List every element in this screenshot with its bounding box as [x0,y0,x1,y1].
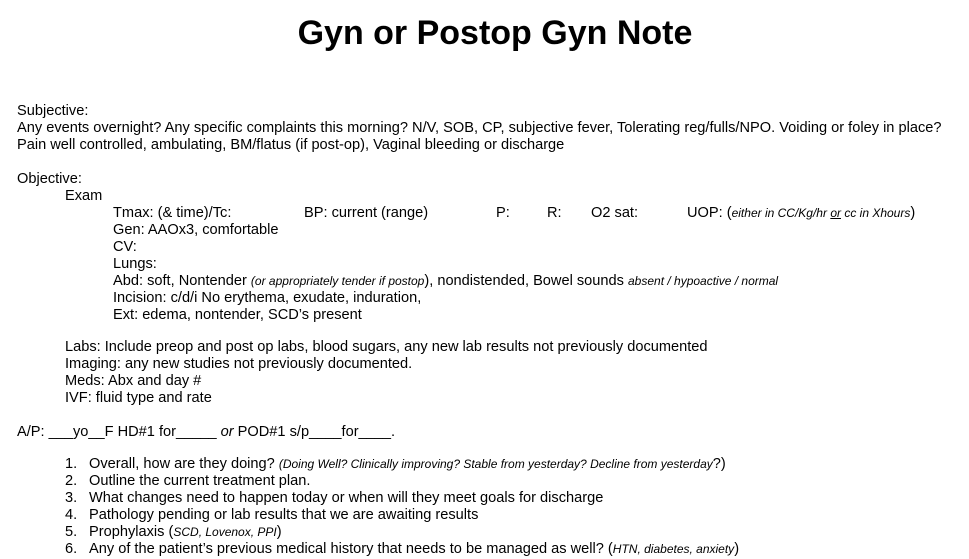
plan-item-3-number: 3. [65,490,78,506]
exam-heading: Exam [65,188,103,204]
plan-item-1-text: Overall, how are they doing? [89,456,279,472]
labs-line: Labs: Include preop and post op labs, blood sugars, any new lab results not previously documented [65,339,708,355]
exam-incision: Incision: c/d/i No erythema, exudate, induration, [113,290,422,306]
plan-item-1-note: (Doing Well? Clinically improving? Stable from yesterday? Decline from yesterday [278,457,713,471]
vitals-uop [687,205,915,222]
plan-item-4 [89,507,478,524]
vitals-tmax: Tmax: (& time)/Tc: [113,205,232,221]
imaging-line: Imaging: any new studies not previously documented. [65,356,413,372]
plan-item-3-text: What changes need to happen today or when will they meet goals for discharge [89,490,604,506]
plan-item-6-after: ) [734,541,740,557]
vitals-resp: R: [547,205,562,221]
plan-item-5-note: SCD, Lovenox, PPI [173,525,277,539]
abd-part-1: Abd: soft, Nontender [113,273,251,289]
exam-ext: Ext: edema, nontender, SCD’s present [113,307,362,323]
plan-item-6-number: 6. [65,541,78,557]
abd-part-2: ), nondistended, Bowel sounds [424,273,628,289]
ap-or: or [220,424,234,440]
plan-item-1 [89,456,726,473]
vitals-bp: BP: current (range) [304,205,429,221]
plan-item-1-number: 1. [65,456,78,472]
plan-item-5-text: Prophylaxis ( [89,524,174,540]
plan-item-6-note: HTN, diabetes, anxiety [612,542,735,556]
uop-note-1: either in CC/Kg/hr [731,206,831,220]
plan-item-2-text: Outline the current treatment plan. [89,473,311,489]
exam-cv: CV: [113,239,137,255]
ap-part-2: POD#1 s/p____for____. [233,424,396,440]
plan-item-5-number: 5. [65,524,78,540]
subjective-line-1: Any events overnight? Any specific complaints this morning? N/V, SOB, CP, subjective fever, Tolerating reg/fulls/NPO. Voiding or foley in place? [17,120,942,136]
exam-lungs: Lungs: [113,256,157,272]
vitals-pulse: P: [496,205,510,221]
plan-item-5 [89,524,282,541]
subjective-line-2: Pain well controlled, ambulating, BM/flatus (if post-op), Vaginal bleeding or discharge [17,137,565,153]
exam-abd [113,273,778,290]
subjective-heading: Subjective: [17,103,89,119]
plan-item-6 [89,541,739,558]
meds-line: Meds: Abx and day # [65,373,202,389]
uop-label: UOP: ( [687,205,732,221]
vitals-o2sat: O2 sat: [591,205,639,221]
plan-item-1-after: ?) [712,456,726,472]
plan-item-5-after: ) [276,524,282,540]
uop-note-or: or [830,206,841,220]
plan-item-6-text: Any of the patient’s previous medical history that needs to be managed as well? ( [89,541,613,557]
uop-close: ) [910,205,916,221]
objective-heading: Objective: [17,171,82,187]
abd-note-2: absent / hypoactive / normal [628,274,779,288]
page-title: Gyn or Postop Gyn Note [297,14,693,52]
plan-item-3 [89,490,603,507]
plan-item-4-number: 4. [65,507,78,523]
assessment-plan-line [17,424,395,441]
abd-note-1: (or appropriately tender if postop [250,274,425,288]
plan-item-2 [89,473,310,490]
exam-gen: Gen: AAOx3, comfortable [113,222,279,238]
plan-item-4-text: Pathology pending or lab results that we are awaiting results [89,507,479,523]
ap-part-1: A/P: ___yo__F HD#1 for_____ [17,424,221,440]
vitals-row [0,205,969,222]
ivf-line: IVF: fluid type and rate [65,390,212,406]
uop-note-2: cc in Xhours [840,206,911,220]
plan-item-2-number: 2. [65,473,78,489]
